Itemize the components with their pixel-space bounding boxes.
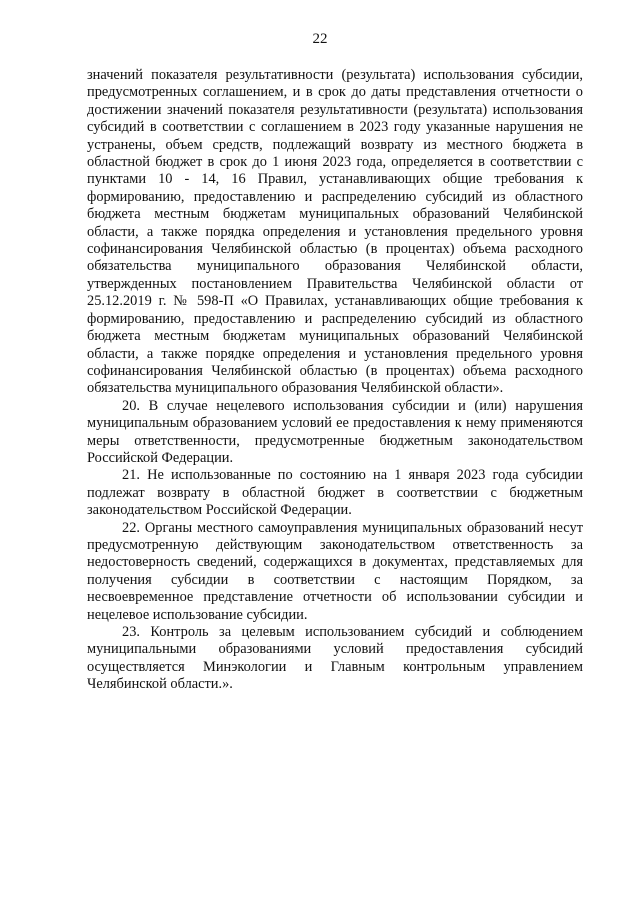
paragraph-item-23: 23. Контроль за целевым использованием субсидий и соблюдением муниципальными образованиями условий предоставления субсидий осуществляется Минэкологии и Главным контрольным управлением Челябинской области.». bbox=[87, 624, 583, 693]
paragraph-item-22: 22. Органы местного самоуправления муниципальных образований несут предусмотренную действующим законодательством ответственность за недостоверность сведений, содержащихся в документах, представляемых для получения субсидии в соответствии с настоящим Порядком, за несвоевременное представление отчетности об использовании субсидии и нецелевое использование субсидии. bbox=[87, 519, 583, 623]
paragraph-item-21: 21. Не использованные по состоянию на 1 января 2023 года субсидии подлежат возврату в областной бюджет в соответствии с бюджетным законодательством Российской Федерации. bbox=[87, 467, 583, 519]
page-number: 22 bbox=[312, 31, 328, 47]
document-body bbox=[87, 67, 583, 694]
paragraph-item-20: 20. В случае нецелевого использования субсидии и (или) нарушения муниципальным образованием условий ее предоставления к нему применяются меры ответственности, предусмотренные бюджетным законодательством Российской Федерации. bbox=[87, 397, 583, 466]
paragraph-continuation: значений показателя результативности (результата) использования субсидии, предусмотренных соглашением, и в срок до даты представления отчетности о достижении значений показателя результативности (результата) использования субсидий в соответствии с соглашением в 2023 году указанные нарушения не устранены, объем средств, подлежащий возврату из местного бюджета в областной бюджет в срок до 1 июня 2023 года, определяется в соответствии с пунктами 10 - 14, 16 Правил, устанавливающих общие требования к формированию, предоставлению и распределению субсидий из областного бюджета местным бюджетам муниципальных образований Челябинской области, а также порядка определения и установления предельного уровня софинансирования Челябинской областью (в процентах) объема расходного обязательства муниципального образования Челябинской области, утвержденных постановлением Правительства Челябинской области от 25.12.2019 г. № 598-П «О Правилах, устанавливающих общие требования к формированию, предоставлению и распределению субсидий из областного бюджета местным бюджетам муниципальных образований Челябинской области, а также порядке определения и установления предельного уровня софинансирования Челябинской областью (в процентах) объема расходного обязательства муниципального образования Челябинской области». bbox=[87, 67, 583, 397]
